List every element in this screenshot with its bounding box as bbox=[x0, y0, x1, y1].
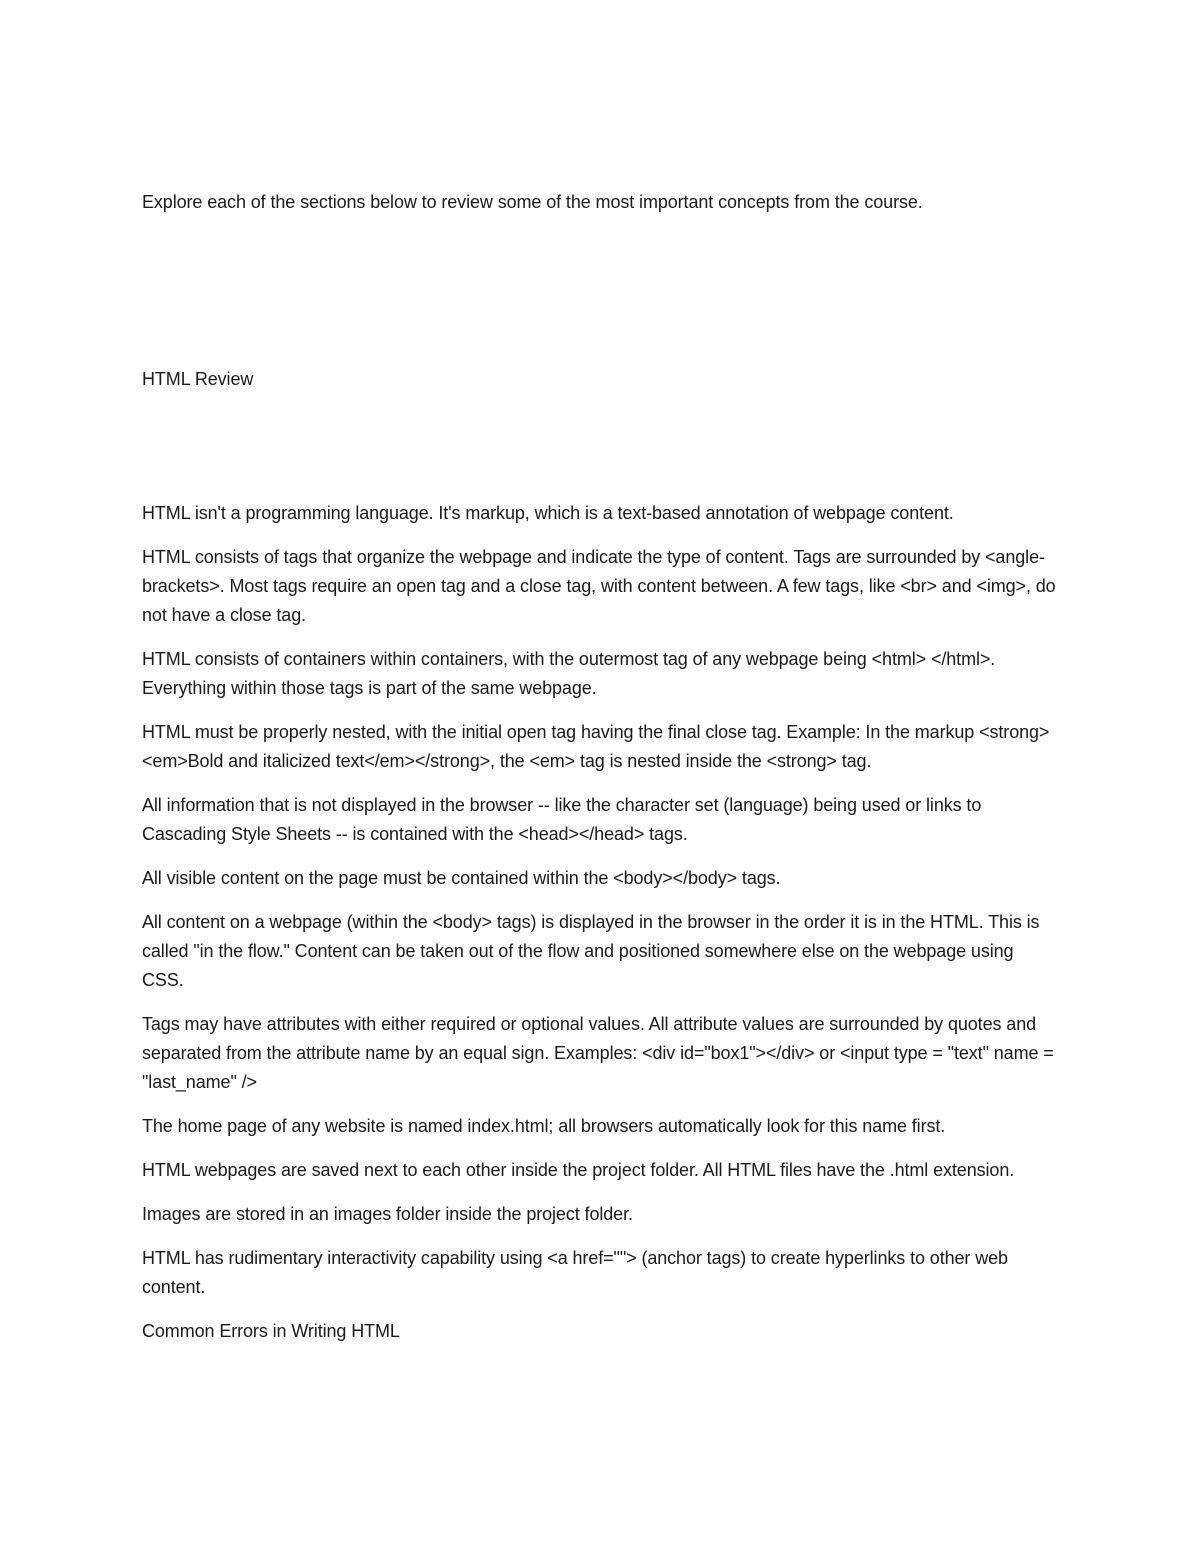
paragraph: HTML must be properly nested, with the initial open tag having the final close tag. Example: In the markup <strong><em>Bold and italicized text</em></strong>, the <em> tag is nested inside the <strong> tag. bbox=[142, 722, 1050, 771]
document-body bbox=[142, 188, 1057, 1346]
paragraph: Images are stored in an images folder inside the project folder. bbox=[142, 1204, 633, 1224]
paragraph: All information that is not displayed in the browser -- like the character set (language) being used or links to Cascading Style Sheets -- is contained with the <head></head> tags. bbox=[142, 795, 982, 844]
paragraph: All content on a webpage (within the <body> tags) is displayed in the browser in the order it is in the HTML. This is called "in the flow." Content can be taken out of the flow and positioned somewhere else on the webpage using CSS. bbox=[142, 912, 1040, 990]
paragraph: HTML has rudimentary interactivity capability using <a href=""> (anchor tags) to create hyperlinks to other web content. bbox=[142, 1248, 1008, 1297]
paragraph: The home page of any website is named index.html; all browsers automatically look for this name first. bbox=[142, 1116, 946, 1136]
paragraph: HTML consists of containers within containers, with the outermost tag of any webpage being <html> </html>. Everything within those tags is part of the same webpage. bbox=[142, 649, 996, 698]
paragraph: Tags may have attributes with either required or optional values. All attribute values are surrounded by quotes and separated from the attribute name by an equal sign. Examples: <div id="box1"></div> or <input type = "text" name = "last_name" /> bbox=[142, 1014, 1054, 1092]
subheading: Common Errors in Writing HTML bbox=[142, 1321, 400, 1341]
paragraph: HTML consists of tags that organize the webpage and indicate the type of content. Tags are surrounded by <angle-brackets>. Most tags require an open tag and a close tag, with content between. A few tags, like <br> and <img>, do not have a close tag. bbox=[142, 547, 1056, 625]
intro-paragraph: Explore each of the sections below to review some of the most important concepts from the course. bbox=[142, 192, 923, 212]
paragraph: HTML isn't a programming language. It's markup, which is a text-based annotation of webpage content. bbox=[142, 503, 954, 523]
section-heading: HTML Review bbox=[142, 369, 254, 389]
paragraph: All visible content on the page must be contained within the <body></body> tags. bbox=[142, 868, 781, 888]
paragraph-list bbox=[142, 499, 1057, 1302]
paragraph: HTML webpages are saved next to each other inside the project folder. All HTML files have the .html extension. bbox=[142, 1160, 1015, 1180]
